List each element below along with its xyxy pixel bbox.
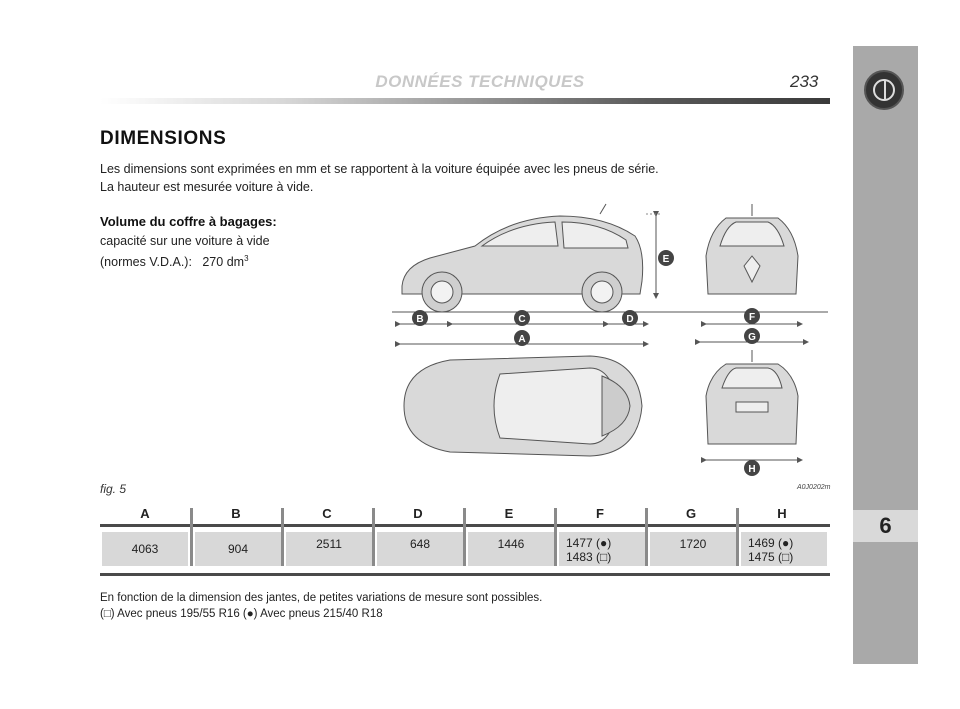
dimension-label-e: E: [662, 254, 670, 265]
trunk-heading: Volume du coffre à bagages:: [100, 214, 277, 229]
figure-code: A0J0202m: [797, 484, 831, 491]
front-view-car: [706, 218, 798, 294]
table-cell-d: 648: [409, 537, 431, 551]
dimension-label-c: C: [518, 314, 526, 325]
dimension-label-b: B: [416, 314, 424, 325]
footnote-line: (□) Avec pneus 195/55 R16 (●) Avec pneus 215/40 R18: [100, 608, 383, 620]
side-view-car: [402, 216, 643, 312]
chapter-sidebar: [853, 46, 918, 664]
table-cell-b: 904: [227, 542, 249, 556]
column-header: F: [596, 506, 604, 521]
dimension-label-f: F: [748, 312, 756, 323]
column-header: B: [231, 506, 241, 521]
table-cell-c: 2511: [316, 537, 342, 551]
vehicle-dimensions-figure: [390, 196, 830, 482]
dimension-label-d: D: [626, 314, 634, 325]
trunk-line: capacité sur une voiture à vide: [100, 234, 270, 248]
page-heading: DIMENSIONS: [100, 128, 227, 149]
intro-line: La hauteur est mesurée voiture à vide.: [100, 180, 314, 194]
dimensions-table: [100, 500, 830, 576]
header-rule: [100, 98, 830, 104]
column-header: G: [685, 506, 697, 521]
dimension-label-a: A: [518, 334, 526, 345]
page-number: 233: [790, 72, 819, 91]
table-cell-g: 1720: [679, 537, 707, 551]
dimension-label-h: H: [748, 464, 756, 475]
table-bottom-rule: [100, 573, 830, 576]
column-header: H: [777, 506, 787, 521]
alfa-romeo-logo-icon: [864, 70, 904, 110]
section-title: DONNÉES TECHNIQUES: [375, 72, 585, 91]
footnote-line: En fonction de la dimension des jantes, de petites variations de mesure sont possibles.: [100, 592, 543, 604]
intro-paragraph: [100, 160, 659, 196]
rear-view-car: [706, 364, 798, 444]
table-cell-h: 1469 (●) 1475 (□): [748, 536, 794, 564]
intro-line: Les dimensions sont exprimées en mm et se rapportent à la voiture équipée avec les pneus de série.: [100, 162, 659, 176]
table-cell-f: 1477 (●) 1483 (□): [566, 536, 612, 564]
column-header: D: [413, 506, 423, 521]
table-cell-e: 1446: [497, 537, 525, 551]
footnotes: [100, 590, 542, 622]
chapter-number: 6: [853, 510, 918, 542]
table-cell-a: 4063: [131, 542, 159, 556]
column-header: A: [140, 506, 150, 521]
trunk-volume: (normes V.D.A.): 270 $dm^3$: [100, 254, 249, 270]
dimension-label-g: G: [748, 332, 756, 343]
column-header: E: [504, 506, 514, 521]
trunk-text: [100, 232, 270, 271]
top-view-car: [404, 356, 642, 456]
column-header: C: [322, 506, 332, 521]
figure-caption: fig. 5: [100, 482, 127, 496]
